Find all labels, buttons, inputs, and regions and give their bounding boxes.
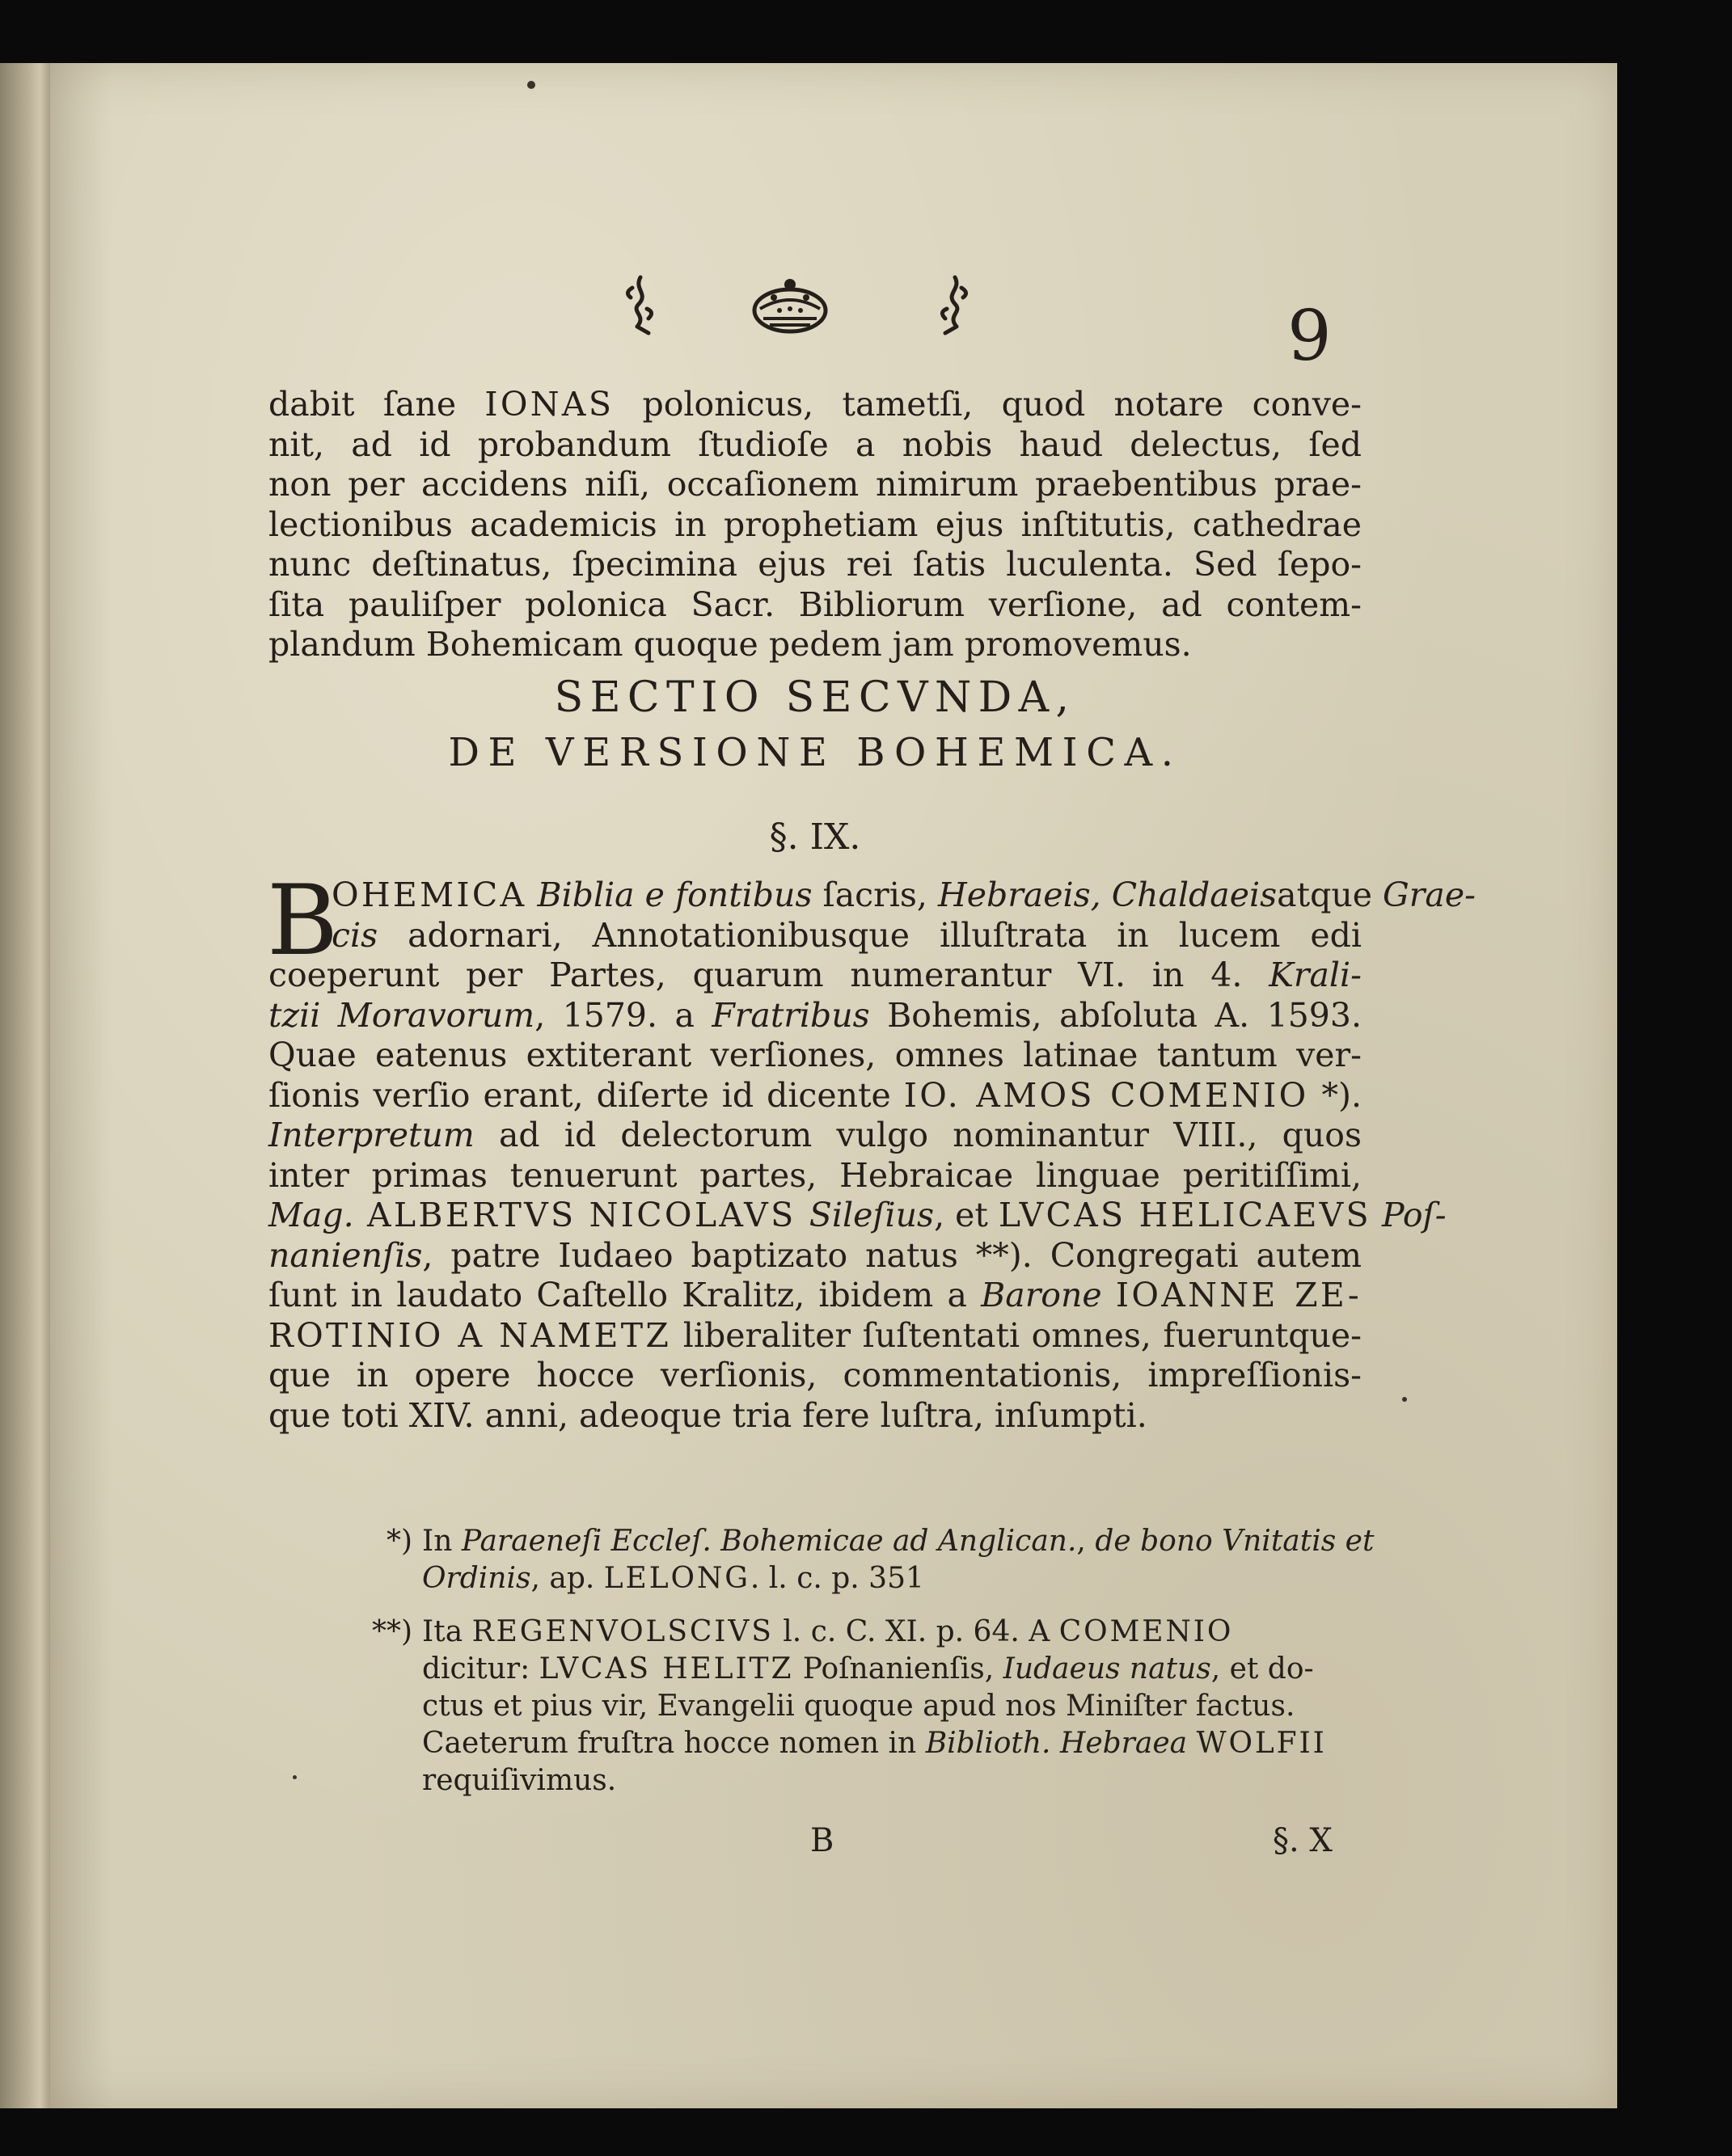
footnote-line: Ordinis, ap. LELONG. l. c. p. 351 [422,1562,924,1595]
page-number: 9 [1287,296,1332,377]
text-line: nanienſis, patre Iudaeo baptizato natus **). Congregati autem [268,1235,1362,1275]
footnote-line: Caeterum fruſtra hocce nomen in Biblioth. Hebraea WOLFII [422,1727,1327,1760]
text-line: ſita pauliſper polonica Sacr. Bibliorum verſione, ad contem- [268,584,1362,624]
footnote-1 [147,1523,1375,1597]
running-head [50,217,1617,378]
fleuron-left-icon [616,273,665,338]
text-line: Interpretum ad id delectorum vulgo nominantur VIII., quos [268,1116,1362,1154]
footnote-line: *) In Paraeneſi Eccleſ. Bohemicae ad Anglican., de bono Vnitatis et [147,1523,1362,1560]
paragraph-continuation [268,385,1362,665]
main-paragraph [267,865,1476,1436]
text-line: Mag. ALBERTVS NICOLAVS Sileſius, et LVCAS HELICAEVS Poſ- [268,1196,1447,1234]
footnote-mark: **) [371,1615,412,1648]
text-line: ROTINIO A NAMETZ liberaliter ſuſtentati omnes, fueruntque- [268,1315,1362,1355]
text-line: cis adornari, Annotationibusque illuſtrata in lucem edi [332,915,1362,955]
text-line: non per accidens niſi, occaſionem nimirum praebentibus prae- [268,465,1362,504]
text-line: ſunt in laudato Caſtello Kralitz, ibidem a Barone IOANNE ZE- [268,1276,1362,1314]
signature-mark: B [810,1822,834,1859]
text-line: OHEMICA Biblia e fontibus ſacris, Hebraeis, Chaldaeisatque Grae- [332,875,1476,914]
dust-speck [293,1775,297,1779]
text-line: coeperunt per Partes, quarum numerantur VI. in 4. Krali- [268,956,1362,994]
text-line: que in opere hocce verſionis, commentationis, impreſſionis- [268,1356,1362,1394]
section-subtitle: DE VERSIONE BOHEMICA. [448,730,1182,775]
book-page [50,63,1617,2108]
footnote-line: ctus et pius vir, Evangelii quoque apud nos Miniſter factus. [422,1690,1295,1723]
catchword: §. X [1273,1822,1333,1859]
section-title: SECTIO SECVNDA, [554,673,1076,722]
footnote-line: dicitur: LVCAS HELITZ Poſnanienſis, Iudaeus natus, et do- [422,1652,1314,1686]
crown-icon [746,273,834,338]
text-line: lectionibus academicis in prophetiam ejus inſtitutis, cathedrae [268,504,1362,544]
drop-cap: B [267,865,339,977]
text-line: plandum Bohemicam quoque pedem jam promovemus. [268,625,1192,664]
footnote-line: requiſivimus. [422,1764,617,1797]
text-line: dabit ſane IONAS polonicus, tametſi, quod notare conve- [268,385,1362,424]
text-line: nit, ad id probandum ſtudioſe a nobis haud delectus, ſed [268,424,1362,464]
text-line: tzii Moravorum, 1579. a Fratribus Bohemis, abſoluta A. 1593. [268,995,1362,1035]
footnote-2 [147,1614,1362,1799]
facing-page-edge [0,63,52,2108]
text-line: Quae eatenus extiterant verſiones, omnes latinae tantum ver- [268,1036,1362,1074]
paragraph-number: §. IX. [769,816,861,858]
text-line: que toti XIV. anni, adeoque tria fere luſtra, inſumpti. [268,1395,1147,1435]
text-line: inter primas tenuerunt partes, Hebraicae linguae peritiſſimi, [268,1155,1362,1195]
text-line: nunc deſtinatus, ſpecimina ejus rei ſatis luculenta. Sed ſepo- [268,545,1362,584]
dust-speck [527,81,535,89]
fleuron-right-icon [927,273,976,338]
footnote-mark: *) [386,1525,412,1558]
footnote-line: **) Ita REGENVOLSCIVS l. c. C. XI. p. 64. A COMENIO [147,1614,1362,1651]
text-line: ſionis verſio erant, diſerte id dicente IO. AMOS COMENIO *). [268,1075,1362,1115]
dust-speck [1402,1397,1407,1402]
